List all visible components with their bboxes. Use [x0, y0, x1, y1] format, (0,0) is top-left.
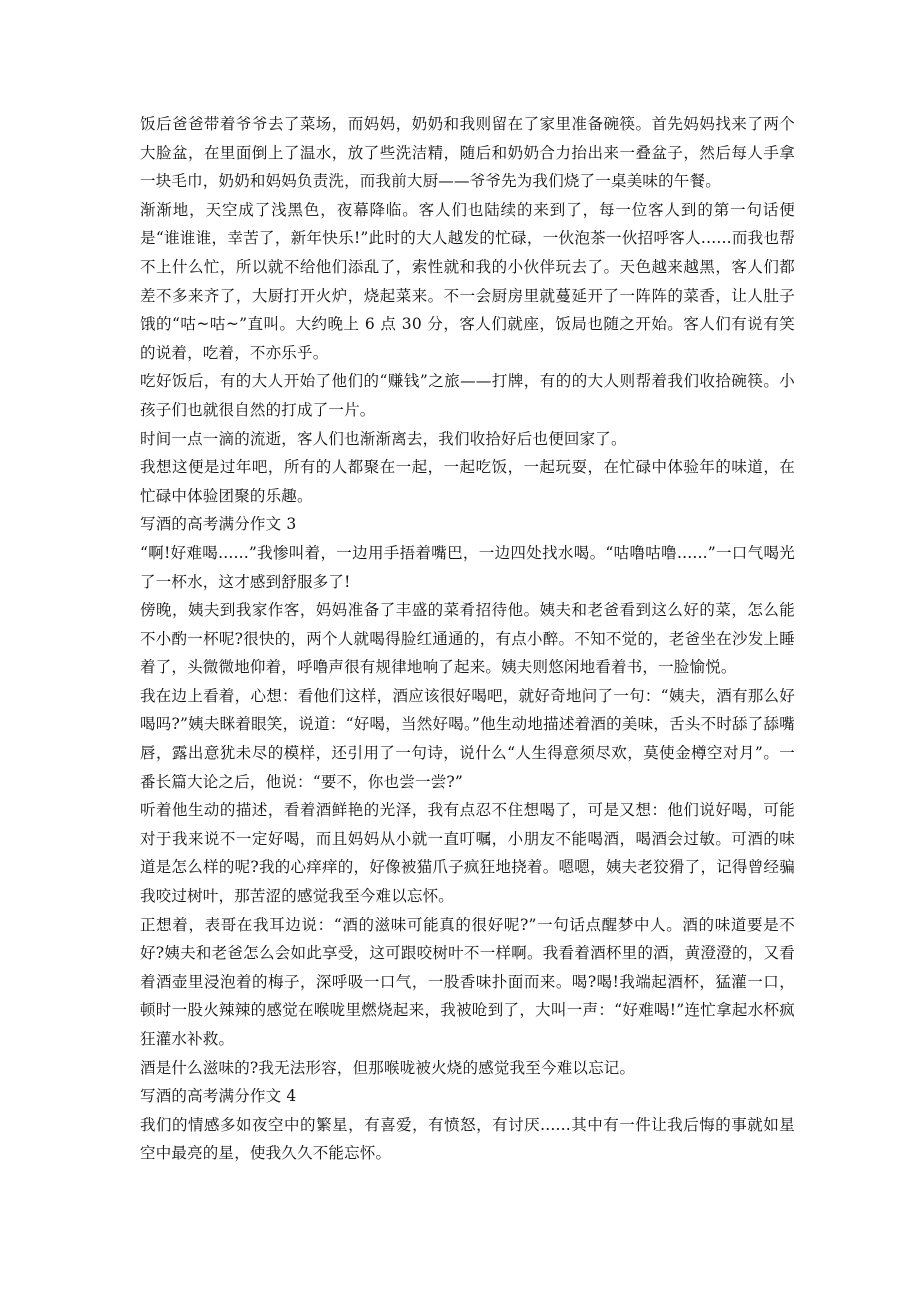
paragraph: 渐渐地，天空成了浅黑色，夜幕降临。客人们也陆续的来到了，每一位客人到的第一句话便是“谁谁谁，幸苦了，新年快乐!”此时的大人越发的忙碌，一伙泡茶一伙招呼客人......而我也帮不上什么忙，所以就不给他们添乱了，索性就和我的小伙伴玩去了。天色越来越黑，客人们都差不多来齐了，大厨打开火炉，烧起菜来。不一会厨房里就蔓延开了一阵阵的菜香，让人肚子饿的“咕~咕~”直叫。大约晚上 6 点 30 分，客人们就座，饭局也随之开始。客人们有说有笑的说着，吃着，不亦乐乎。 — [140, 200, 795, 362]
paragraph: 我想这便是过年吧，所有的人都聚在一起，一起吃饭，一起玩耍，在忙碌中体验年的味道，在忙碌中体验团聚的乐趣。 — [140, 458, 795, 505]
section-heading: 写酒的高考满分作文 4 — [140, 1087, 297, 1106]
section-heading: 写酒的高考满分作文 3 — [140, 515, 297, 534]
document-page — [140, 110, 795, 1168]
paragraph: 听着他生动的描述，看着酒鲜艳的光泽，我有点忍不住想喝了，可是又想：他们说好喝，可能对于我来说不一定好喝，而且妈妈从小就一直叮嘱，小朋友不能喝酒，喝酒会过敏。可酒的味道是怎么样的呢?我的心痒痒的，好像被猫爪子疯狂地挠着。嗯嗯，姨夫老狡猾了，记得曾经骗我咬过树叶，那苦涩的感觉我至今难以忘怀。 — [140, 801, 795, 906]
paragraph: 时间一点一滴的流逝，客人们也渐渐离去，我们收拾好后也便回家了。 — [140, 429, 627, 448]
paragraph: 傍晚，姨夫到我家作客，妈妈准备了丰盛的菜肴招待他。姨夫和老爸看到这么好的菜，怎么能不小酌一杯呢?很快的，两个人就喝得脸红通通的，有点小醉。不知不觉的，老爸坐在沙发上睡着了，头微微地仰着，呼噜声很有规律地响了起来。姨夫则悠闲地看着书，一脸愉悦。 — [140, 601, 795, 677]
paragraph: “啊!好难喝......”我惨叫着，一边用手捂着嘴巴，一边四处找水喝。“咕噜咕噜......”一口气喝光了一杯水，这才感到舒服多了! — [140, 543, 795, 591]
paragraph: 吃好饭后，有的大人开始了他们的“赚钱”之旅——打牌，有的的大人则帮着我们收拾碗筷。小孩子们也就很自然的打成了一片。 — [140, 372, 795, 419]
paragraph: 饭后爸爸带着爷爷去了菜场，而妈妈，奶奶和我则留在了家里准备碗筷。首先妈妈找来了两个大脸盆，在里面倒上了温水，放了些洗洁精，随后和奶奶合力抬出来一叠盆子，然后每人手拿一块毛巾，奶奶和妈妈负责洗，而我前大厨——爷爷先为我们烧了一桌美味的午餐。 — [140, 115, 795, 191]
paragraph: 我们的情感多如夜空中的繁星，有喜爱，有愤怒，有讨厌......其中有一件让我后悔的事就如星空中最亮的星，使我久久不能忘怀。 — [140, 1115, 795, 1163]
paragraph: 酒是什么滋味的?我无法形容，但那喉咙被火烧的感觉我至今难以忘记。 — [140, 1058, 636, 1077]
paragraph: 我在边上看着，心想：看他们这样，酒应该很好喝吧，就好奇地问了一句：“姨夫，酒有那么好喝吗?”姨夫眯着眼笑，说道：“好喝，当然好喝。”他生动地描述着酒的美味，舌头不时舔了舔嘴唇，露出意犹未尽的模样，还引用了一句诗，说什么“人生得意须尽欢，莫使金樽空对月”。一番长篇大论之后，他说：“要不，你也尝一尝?” — [140, 686, 795, 791]
paragraph: 正想着，表哥在我耳边说：“酒的滋味可能真的很好呢?”一句话点醒梦中人。酒的味道要是不好?姨夫和老爸怎么会如此享受，这可跟咬树叶不一样啊。我看着酒杯里的酒，黄澄澄的，又看着酒壶里浸泡着的梅子，深呼吸一口气，一股香味扑面而来。喝?喝!我端起酒杯，猛灌一口，顿时一股火辣辣的感觉在喉咙里燃烧起来，我被呛到了，大叫一声：“好难喝!”连忙拿起水杯疯狂灌水补救。 — [140, 915, 795, 1048]
